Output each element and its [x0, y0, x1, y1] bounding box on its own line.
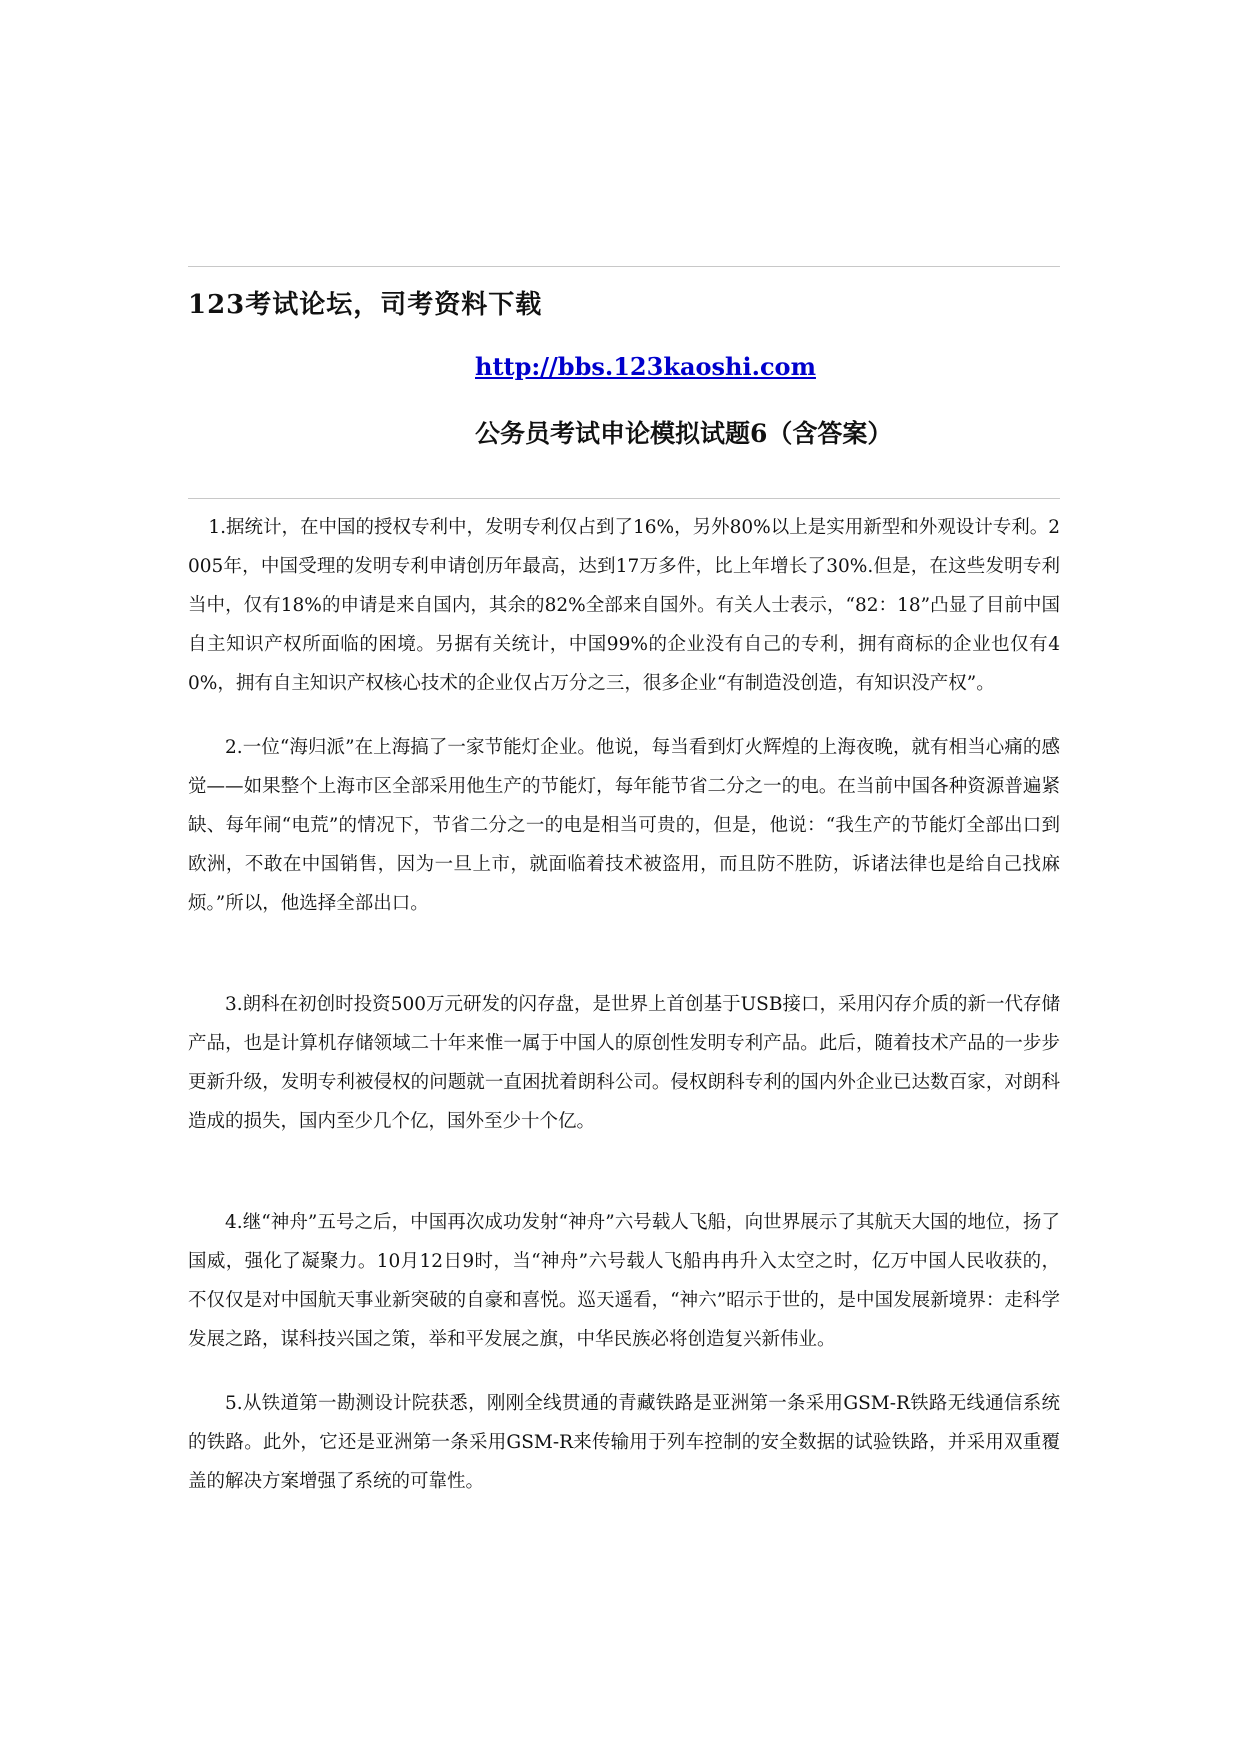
paragraph-1: 1.据统计，在中国的授权专利中，发明专利仅占到了16%，另外80%以上是实用新型和外观设计专利。2005年，中国受理的发明专利申请创历年最高，达到17万多件，比上年增长了30%.但是，在这些发明专利当中，仅有18%的申请是来自国内，其余的82%全部来自国外。有关人士表示，“82：18”凸显了目前中国自主知识产权所面临的困境。另据有关统计，中国99%的企业没有自己的专利，拥有商标的企业也仅有40%，拥有自主知识产权核心技术的企业仅占万分之三，很多企业“有制造没创造，有知识没产权”。: [188, 517, 1061, 694]
document-body: [188, 508, 1060, 1501]
paragraph-4: 4.继“神舟”五号之后，中国再次成功发射“神舟”六号载人飞船，向世界展示了其航天大国的地位，扬了国威，强化了凝聚力。10月12日9时，当“神舟”六号载人飞船冉冉升入太空之时，亿万中国人民收获的，不仅仅是对中国航天事业新突破的自豪和喜悦。巡天遥看，“神六”昭示于世的，是中国发展新境界：走科学发展之路，谋科技兴国之策，举和平发展之旗，中华民族必将创造复兴新伟业。: [188, 1212, 1060, 1350]
paragraph-5: 5.从铁道第一勘测设计院获悉，刚刚全线贯通的青藏铁路是亚洲第一条采用GSM-R铁路无线通信系统的铁路。此外，它还是亚洲第一条采用GSM-R来传输用于列车控制的安全数据的试验铁路，并采用双重覆盖的解决方案增强了系统的可靠性。: [188, 1393, 1060, 1492]
paragraph-3: 3.朗科在初创时投资500万元研发的闪存盘，是世界上首创基于USB接口，采用闪存介质的新一代存储产品，也是计算机存储领域二十年来惟一属于中国人的原创性发明专利产品。此后，随着技术产品的一步步更新升级，发明专利被侵权的问题就一直困扰着朗科公司。侵权朗科专利的国内外企业已达数百家，对朗科造成的损失，国内至少几个亿，国外至少十个亿。: [188, 994, 1060, 1132]
site-title: 123考试论坛，司考资料下载: [188, 290, 543, 320]
forum-link[interactable]: http://bbs.123kaoshi.com: [475, 352, 816, 381]
top-divider: [188, 266, 1060, 267]
paragraph-2: 2.一位“海归派”在上海搞了一家节能灯企业。他说，每当看到灯火辉煌的上海夜晚，就有相当心痛的感觉——如果整个上海市区全部采用他生产的节能灯，每年能节省二分之一的电。在当前中国各种资源普遍紧缺、每年闹“电荒”的情况下，节省二分之一的电是相当可贵的，但是，他说：“我生产的节能灯全部出口到欧洲，不敢在中国销售，因为一旦上市，就面临着技术被盗用，而且防不胜防，诉诸法律也是给自己找麻烦。”所以，他选择全部出口。: [188, 737, 1060, 914]
section-divider: [188, 498, 1060, 499]
document-title: 公务员考试申论模拟试题6（含答案）: [475, 419, 893, 448]
